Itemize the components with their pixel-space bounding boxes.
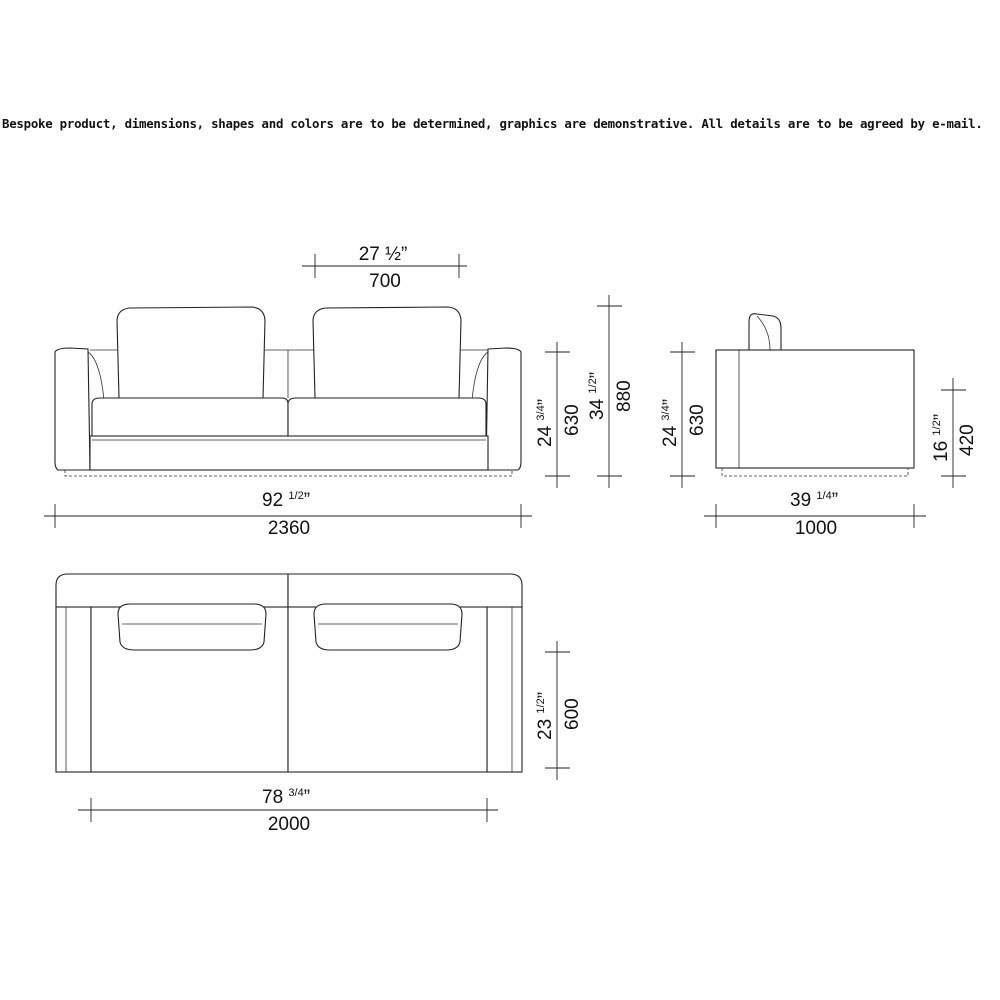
disclaimer-text: Bespoke product, dimensions, shapes and colors are to be determined, graphics are demonstrative. All details are to be agreed by e-mail.	[2, 116, 983, 131]
svg-text:23 1/2”: 23 $^{1/2}$”	[535, 691, 556, 740]
top-view	[56, 574, 522, 772]
svg-text:1000: 1000	[794, 518, 838, 539]
top-back-cushion-right	[314, 604, 462, 650]
svg-text:2360: 2360	[267, 518, 311, 539]
front-armrest-left	[55, 348, 90, 470]
svg-text:880: 880	[614, 380, 635, 412]
svg-text:420: 420	[957, 424, 978, 456]
svg-text:24 3/4”: 24 $^{3/4}$”	[660, 398, 681, 447]
dim-cushion-width	[302, 244, 467, 292]
front-back-cushion-left	[117, 307, 265, 398]
svg-text:24 3/4”: 24 $^{3/4}$”	[535, 398, 556, 447]
svg-text:78 3/4”: 78 $^{3/4}$”	[262, 787, 311, 808]
top-back-cushion-left	[118, 604, 266, 650]
svg-text:39 1/4”: 39 $^{1/4}$”	[790, 490, 839, 511]
svg-text:700: 700	[369, 271, 401, 292]
svg-text:630: 630	[562, 404, 583, 436]
dim-seat-depth	[535, 641, 583, 780]
front-seat-cushion-right	[288, 398, 486, 436]
svg-text:92 1/2”: 92 $^{1/2}$”	[262, 490, 311, 511]
dim-arm-height	[535, 342, 583, 488]
side-view	[716, 314, 914, 476]
top-armrest-left	[56, 607, 91, 772]
svg-text:27 ½”: 27 ½”	[358, 244, 408, 265]
front-feet-outline	[65, 470, 512, 476]
dim-side-depth	[704, 490, 926, 539]
svg-text:630: 630	[687, 404, 708, 436]
svg-text:600: 600	[562, 698, 583, 730]
svg-text:2000: 2000	[267, 814, 311, 835]
side-feet-outline	[722, 468, 908, 476]
front-seat-cushion-left	[92, 398, 288, 436]
top-back-band-left	[56, 574, 288, 607]
svg-text:16 1/2”: 16 $^{1/2}$”	[931, 413, 952, 462]
dim-seat-height	[931, 378, 978, 488]
front-back-cushion-right	[313, 307, 461, 398]
side-back-cushion	[749, 314, 781, 352]
top-armrest-right	[487, 607, 522, 772]
dim-side-height	[660, 342, 708, 488]
dim-seat-width	[78, 787, 498, 835]
front-armrest-right	[486, 348, 521, 470]
side-sofa-body	[716, 350, 914, 468]
top-back-band-right	[288, 574, 522, 607]
dim-total-height	[587, 295, 635, 488]
svg-text:34 1/2”: 34 $^{1/2}$”	[587, 371, 608, 420]
dim-total-width	[44, 490, 532, 539]
front-sofa-base	[90, 436, 488, 470]
front-view	[55, 307, 521, 476]
